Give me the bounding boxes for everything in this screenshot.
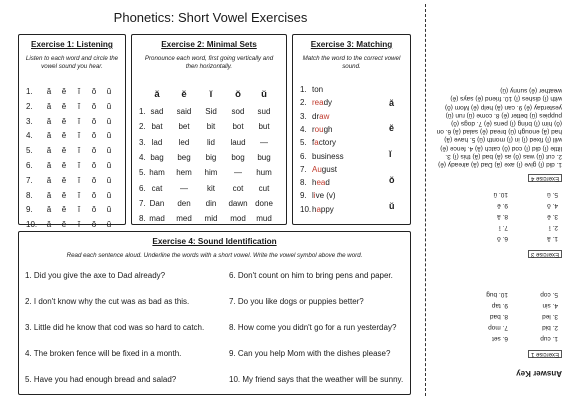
word-part: r xyxy=(312,124,315,134)
vowel-target: ĭ xyxy=(389,149,392,159)
minimal-set-word: beg xyxy=(177,152,191,162)
answer-item: 5. ŭ xyxy=(547,191,558,198)
minimal-set-word: bit xyxy=(206,122,216,132)
row-number: 5. xyxy=(300,138,307,148)
vowel-choice: ŭ xyxy=(106,161,112,170)
word-part: dr xyxy=(312,111,320,121)
vowel-column-header: ĭ xyxy=(209,89,213,100)
minimal-set-word: med xyxy=(176,214,192,224)
vowel-choice: ŏ xyxy=(91,131,97,141)
vowel-choice: ă xyxy=(46,101,52,111)
highlighted-vowel: Au xyxy=(312,164,322,174)
vowel-choice: ŏ xyxy=(91,116,97,126)
highlighted-vowel: aw xyxy=(319,111,330,121)
vowel-choice: ĭ xyxy=(77,205,81,215)
minimal-set-word: cot xyxy=(232,183,244,193)
cut-line-divider xyxy=(425,4,426,396)
row-number: 5. xyxy=(26,146,33,156)
match-word xyxy=(312,165,337,174)
answer-key-panel xyxy=(428,38,562,378)
minimal-set-word: mud xyxy=(256,214,272,224)
vowel-choice: ŭ xyxy=(106,87,112,96)
match-word xyxy=(312,152,344,161)
minimal-set-word: led xyxy=(178,137,190,147)
minimal-set-word: — xyxy=(180,183,188,193)
minimal-set-word: bag xyxy=(150,152,164,162)
vowel-choice: ĕ xyxy=(61,161,67,170)
match-word xyxy=(312,191,336,200)
highlighted-vowel: a xyxy=(316,204,321,214)
minimal-set-word: — xyxy=(260,137,268,147)
highlighted-vowel: a xyxy=(314,138,319,148)
minimal-set-word: bet xyxy=(178,122,190,132)
row-number: 6. xyxy=(139,183,146,193)
answer-item: 6. set xyxy=(492,335,508,342)
answer-item: 2. ĭ xyxy=(548,224,558,231)
row-number: 2. xyxy=(300,98,307,108)
minimal-set-word: — xyxy=(234,168,242,178)
exercise-4-panel xyxy=(18,231,411,395)
sentence-item: 7. Do you like dogs or puppies better? xyxy=(229,297,364,306)
vowel-choice: ĭ xyxy=(77,175,81,185)
answer-key-ex4-text: 1. did (ĭ) give (ĭ) axe (ă) Dad (ă) already (ĕ) 2. cut (ŭ) was (ŏ) as (ă) bad (ă) this (ĭ) 3. little (ĭ) did (ĭ) cod (ŏ) catch (ă) 4. fence (ĕ) will (ĭ) fixed (ĭ) in (ĭ) month (ŭ) 5. have (ă) had (ă) enough (ŭ) bread (ĕ) salad (ă) 6. on (ŏ) him (ĭ) bring (ĭ) pens (ĕ) 7. dogs (ŏ) puppies (ŭ) better (ĕ) 8. come (ŭ) run (ŭ) yesterday (ĕ) 9. can (ă) help (ĕ) Mom (ŏ) with (ĭ) dishes (ĭ) 10. friend (ĕ) says (ĕ) weather (ĕ) sunny (ŭ) xyxy=(436,87,562,168)
minimal-set-word: mod xyxy=(230,214,246,224)
vowel-choice: ŭ xyxy=(106,101,112,111)
answer-key-title: Answer Key xyxy=(516,369,562,378)
vowel-choice: ŏ xyxy=(91,175,97,185)
sentence-item: 5. Have you had enough bread and salad? xyxy=(25,375,177,384)
word-part: dy xyxy=(323,98,333,108)
highlighted-vowel: ou xyxy=(314,124,324,134)
minimal-set-word: said xyxy=(176,107,192,116)
word-part: h xyxy=(312,204,317,214)
row-number: 10. xyxy=(26,220,38,230)
word-part: ppy xyxy=(320,204,334,214)
minimal-set-word: done xyxy=(255,198,273,208)
minimal-set-word: hum xyxy=(256,168,272,178)
vowel-choice: ŏ xyxy=(91,205,97,215)
word-part: business xyxy=(312,151,344,161)
match-word xyxy=(312,112,329,121)
vowel-choice: ĭ xyxy=(77,220,81,230)
row-number: 8. xyxy=(139,214,146,224)
word-part: l xyxy=(312,191,314,201)
exercise-3-row xyxy=(293,85,409,97)
exercise-3-title: Exercise 3: Matching xyxy=(310,40,393,49)
vowel-choice: ŭ xyxy=(106,131,112,141)
minimal-set-word: mad xyxy=(149,214,165,224)
exercise-2-row xyxy=(132,153,286,165)
minimal-set-word: bug xyxy=(257,152,271,162)
word-part: h xyxy=(312,178,317,188)
minimal-set-word: kit xyxy=(207,183,215,193)
exercise-2-row xyxy=(132,214,286,226)
answer-item: 7. mop xyxy=(488,324,508,331)
word-part: ctory xyxy=(318,138,337,148)
vowel-choice: ŭ xyxy=(106,190,112,200)
vowel-choice: ŏ xyxy=(91,87,97,96)
vowel-column-header: ŭ xyxy=(261,89,267,100)
minimal-set-word: sud xyxy=(257,107,271,116)
vowel-column-header: ĕ xyxy=(181,89,187,100)
row-number: 4. xyxy=(300,124,307,134)
row-number: 9. xyxy=(26,205,33,215)
minimal-set-word: him xyxy=(204,168,218,178)
answer-item: 4. ŏ xyxy=(547,202,558,209)
vowel-choice: ĭ xyxy=(77,116,81,126)
exercise-1-row xyxy=(19,131,125,143)
match-word xyxy=(312,178,330,187)
row-number: 5. xyxy=(139,168,146,178)
page-title: Phonetics: Short Vowel Exercises xyxy=(113,10,308,25)
row-number: 3. xyxy=(139,137,146,147)
sentence-item: 9. Can you help Mom with the dishes please? xyxy=(229,349,391,358)
word-part: ton xyxy=(312,85,324,94)
answer-item: 1. cup xyxy=(540,335,558,342)
vowel-target: ĕ xyxy=(389,123,395,133)
row-number: 6. xyxy=(26,161,33,170)
vowel-choice: ĕ xyxy=(61,205,67,215)
sentence-item: 3. Little did he know that cod was so hard to catch. xyxy=(25,323,205,332)
exercise-3-panel xyxy=(292,34,411,225)
sentence-item: 10. My friend says that the weather will be sunny. xyxy=(229,375,404,384)
vowel-choice: ŏ xyxy=(91,146,97,156)
vowel-column-header: ŏ xyxy=(235,89,241,100)
sentence-item: 6. Don't count on him to bring pens and paper. xyxy=(229,271,393,280)
row-number: 7. xyxy=(26,175,33,185)
vowel-choice: ŭ xyxy=(106,175,112,185)
sentence-item: 2. I don't know why the cut was as bad as this. xyxy=(25,297,190,306)
vowel-choice: ă xyxy=(46,175,52,185)
exercise-2-title: Exercise 2: Minimal Sets xyxy=(161,40,257,49)
answer-item: 8. bad xyxy=(489,313,508,320)
sentence-item: 1. Did you give the axe to Dad already? xyxy=(25,271,166,280)
vowel-choice: ă xyxy=(46,146,52,156)
vowel-choice: ĭ xyxy=(77,190,81,200)
match-word xyxy=(312,98,332,107)
vowel-choice: ă xyxy=(46,87,52,96)
answer-item: 9. tap xyxy=(491,302,508,309)
vowel-choice: ĕ xyxy=(61,190,67,200)
exercise-2-panel xyxy=(131,34,287,225)
minimal-set-word: hem xyxy=(176,168,192,178)
exercise-1-row xyxy=(19,87,125,99)
row-number: 1. xyxy=(26,87,33,96)
exercise-1-row xyxy=(19,191,125,203)
vowel-choice: ă xyxy=(46,190,52,200)
exercise-1-row xyxy=(19,117,125,129)
answer-item: 8. ă xyxy=(497,213,508,220)
vowel-choice: ĕ xyxy=(61,175,67,185)
vowel-column-header: ă xyxy=(154,89,160,100)
row-number: 1. xyxy=(139,107,146,116)
vowel-choice: ŏ xyxy=(91,220,97,230)
exercise-1-row xyxy=(19,161,125,173)
minimal-set-word: laud xyxy=(230,137,246,147)
row-number: 3. xyxy=(26,116,33,126)
vowel-target: ă xyxy=(389,98,395,108)
answer-item: 3. ĕ xyxy=(547,213,558,220)
vowel-choice: ĕ xyxy=(61,116,67,126)
row-number: 8. xyxy=(26,190,33,200)
answer-item: 4. sin xyxy=(542,302,558,309)
answer-item: 10. ŭ xyxy=(493,191,508,198)
exercise-2-row xyxy=(132,122,286,134)
answer-item: 1. ă xyxy=(547,235,558,242)
word-part: f xyxy=(312,138,315,148)
row-number: 3. xyxy=(300,111,307,121)
answer-key-ex1-label: Exercise 1 xyxy=(528,350,562,358)
match-word xyxy=(312,85,323,94)
vowel-choice: ŏ xyxy=(91,190,97,200)
minimal-set-word: big xyxy=(205,152,217,162)
sentence-item: 4. The broken fence will be fixed in a month. xyxy=(25,349,182,358)
exercise-1-row xyxy=(19,205,125,217)
answer-item: 6. ŏ xyxy=(497,235,508,242)
minimal-set-word: mid xyxy=(204,214,218,224)
word-part: gust xyxy=(321,164,337,174)
answer-item: 9. ĕ xyxy=(497,202,508,209)
vowel-choice: ĭ xyxy=(77,146,81,156)
vowel-choice: ŏ xyxy=(91,101,97,111)
row-number: 6. xyxy=(300,151,307,161)
highlighted-vowel: ea xyxy=(316,178,326,188)
vowel-choice: ĕ xyxy=(61,87,67,96)
exercise-1-row xyxy=(19,146,125,158)
word-part: ve (v) xyxy=(315,191,336,201)
vowel-choice: ă xyxy=(46,116,52,126)
vowel-choice: ă xyxy=(46,220,52,230)
match-word xyxy=(312,205,334,214)
vowel-choice: ĭ xyxy=(77,131,81,141)
minimal-set-word: bat xyxy=(151,122,163,132)
vowel-choice: ĕ xyxy=(61,131,67,141)
minimal-set-word: lad xyxy=(151,137,163,147)
sentence-item: 8. How come you didn't go for a run yesterday? xyxy=(229,323,397,332)
word-part: d xyxy=(325,178,330,188)
minimal-set-word: den xyxy=(177,198,191,208)
exercise-2-instructions: Pronounce each word, first going vertically and then horizontally. xyxy=(144,55,274,70)
row-number: 7. xyxy=(139,198,146,208)
match-word xyxy=(312,125,332,134)
minimal-set-word: Dan xyxy=(149,198,165,208)
answer-item: 10. bug xyxy=(486,291,508,298)
exercise-1-row xyxy=(19,176,125,188)
exercise-2-row xyxy=(132,138,286,150)
vowel-choice: ĕ xyxy=(61,101,67,111)
minimal-set-word: sod xyxy=(231,107,245,116)
answer-item: 3. led xyxy=(542,313,558,320)
vowel-choice: ă xyxy=(46,205,52,215)
vowel-target: ŏ xyxy=(389,175,395,185)
row-number: 10. xyxy=(300,204,312,214)
vowel-choice: ă xyxy=(46,131,52,141)
minimal-set-word: cut xyxy=(258,183,270,193)
row-number: 1. xyxy=(300,85,307,94)
minimal-set-word: bot xyxy=(232,122,244,132)
minimal-set-word: Sid xyxy=(205,107,217,116)
exercise-1-row xyxy=(19,102,125,114)
row-number: 7. xyxy=(300,164,307,174)
exercise-1-title: Exercise 1: Listening xyxy=(31,40,113,49)
row-number: 4. xyxy=(26,131,33,141)
word-part: gh xyxy=(323,124,333,134)
answer-key-ex3-label: Exercise 3 xyxy=(528,250,562,258)
row-number: 9. xyxy=(300,191,307,201)
vowel-choice: ĕ xyxy=(61,146,67,156)
answer-item: 7. ĭ xyxy=(498,224,508,231)
minimal-set-word: dawn xyxy=(228,198,248,208)
vowel-choice: ĕ xyxy=(61,220,67,230)
minimal-set-word: lid xyxy=(206,137,215,147)
vowel-choice: ĭ xyxy=(77,101,81,111)
exercise-3-row xyxy=(293,112,409,124)
minimal-set-word: bog xyxy=(231,152,245,162)
match-word xyxy=(312,138,336,147)
row-number: 8. xyxy=(300,178,307,188)
answer-key-ex4-label: Exercise 4 xyxy=(528,174,562,182)
exercise-2-row xyxy=(132,168,286,180)
row-number: 2. xyxy=(139,122,146,132)
exercise-4-instructions: Read each sentence aloud. Underline the words with a short vowel. Write the vowel symbol above the word. xyxy=(66,252,363,259)
vowel-choice: ŏ xyxy=(91,161,97,170)
minimal-set-word: ham xyxy=(149,168,165,178)
exercise-2-row xyxy=(132,184,286,196)
highlighted-vowel: rea xyxy=(312,98,324,108)
exercise-3-instructions: Match the word to the correct vowel sound. xyxy=(302,55,401,70)
exercise-2-row xyxy=(132,107,286,119)
minimal-set-word: but xyxy=(258,122,270,132)
vowel-target: ŭ xyxy=(389,201,395,211)
vowel-choice: ŭ xyxy=(106,116,112,126)
minimal-set-word: cat xyxy=(151,183,163,193)
vowel-choice: ĭ xyxy=(77,87,81,96)
exercise-1-instructions: Listen to each word and circle the vowel sound you hear. xyxy=(25,55,119,70)
answer-item: 2. bid xyxy=(542,324,558,331)
vowel-choice: ĭ xyxy=(77,161,81,170)
exercise-1-panel xyxy=(18,34,126,230)
vowel-choice: ŭ xyxy=(106,205,112,215)
row-number: 2. xyxy=(26,101,33,111)
minimal-set-word: sad xyxy=(150,107,164,116)
vowel-choice: ŭ xyxy=(106,146,112,156)
minimal-set-word: din xyxy=(205,198,217,208)
vowel-choice: ă xyxy=(46,161,52,170)
row-number: 4. xyxy=(139,152,146,162)
highlighted-vowel: i xyxy=(313,191,316,201)
exercise-2-row xyxy=(132,199,286,211)
answer-item: 5. cop xyxy=(540,291,558,298)
vowel-choice: ŭ xyxy=(106,220,112,230)
exercise-4-title: Exercise 4: Sound Identification xyxy=(152,237,277,246)
